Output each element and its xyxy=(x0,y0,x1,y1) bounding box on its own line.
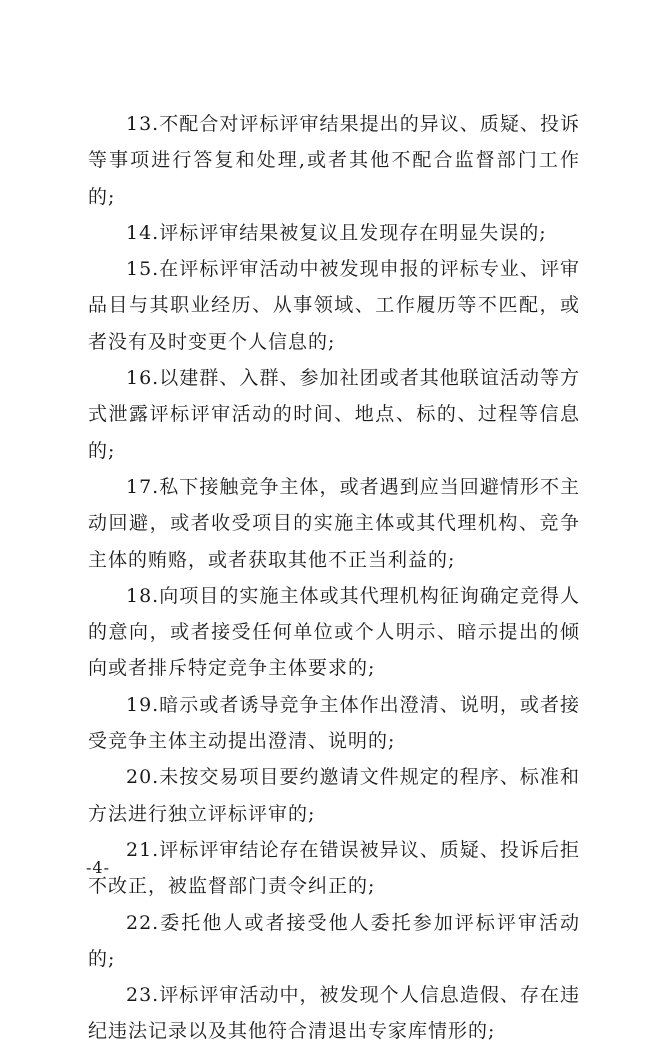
paragraph-item-14: 14.评标评审结果被复议且发现存在明显失误的; xyxy=(126,221,547,244)
paragraph-item-15: 15.在评标评审活动中被发现申报的评标专业、评审品目与其职业经历、从事领域、工作履历等不匹配，或者没有及时变更个人信息的; xyxy=(88,258,580,353)
paragraph-item-17: 17.私下接触竞争主体，或者遇到应当回避情形不主动回避，或者收受项目的实施主体或其代理机构、竞争主体的贿赂，或者获取其他不正当利益的; xyxy=(88,475,580,571)
paragraph-item-21: 21.评标评审结论存在错误被异议、质疑、投诉后拒不改正，被监督部门责令纠正的; xyxy=(88,838,580,898)
paragraph-item-22: 22.委托他人或者接受他人委托参加评标评审活动的; xyxy=(88,911,580,970)
page-number: -4- xyxy=(86,858,110,877)
document-body xyxy=(88,106,580,1050)
paragraph-item-13: 13.不配合对评标评审结果提出的异议、质疑、投诉等事项进行答复和处理,或者其他不配合监督部门工作的; xyxy=(88,113,580,208)
paragraph-item-23: 23.评标评审活动中，被发现个人信息造假、存在违纪违法记录以及其他符合清退出专家库情形的; xyxy=(88,984,580,1043)
paragraph-item-20: 20.未按交易项目要约邀请文件规定的程序、标准和方法进行独立评标评审的; xyxy=(88,766,580,825)
paragraph-item-19: 19.暗示或者诱导竞争主体作出澄清、说明，或者接受竞争主体主动提出澄清、说明的; xyxy=(88,693,580,753)
paragraph-item-16: 16.以建群、入群、参加社团或者其他联谊活动等方式泄露评标评审活动的时间、地点、标的、过程等信息的; xyxy=(88,367,580,462)
paragraph-item-18: 18.向项目的实施主体或其代理机构征询确定竞得人的意向，或者接受任何单位或个人明示、暗示提出的倾向或者排斥特定竞争主体要求的; xyxy=(88,584,580,680)
